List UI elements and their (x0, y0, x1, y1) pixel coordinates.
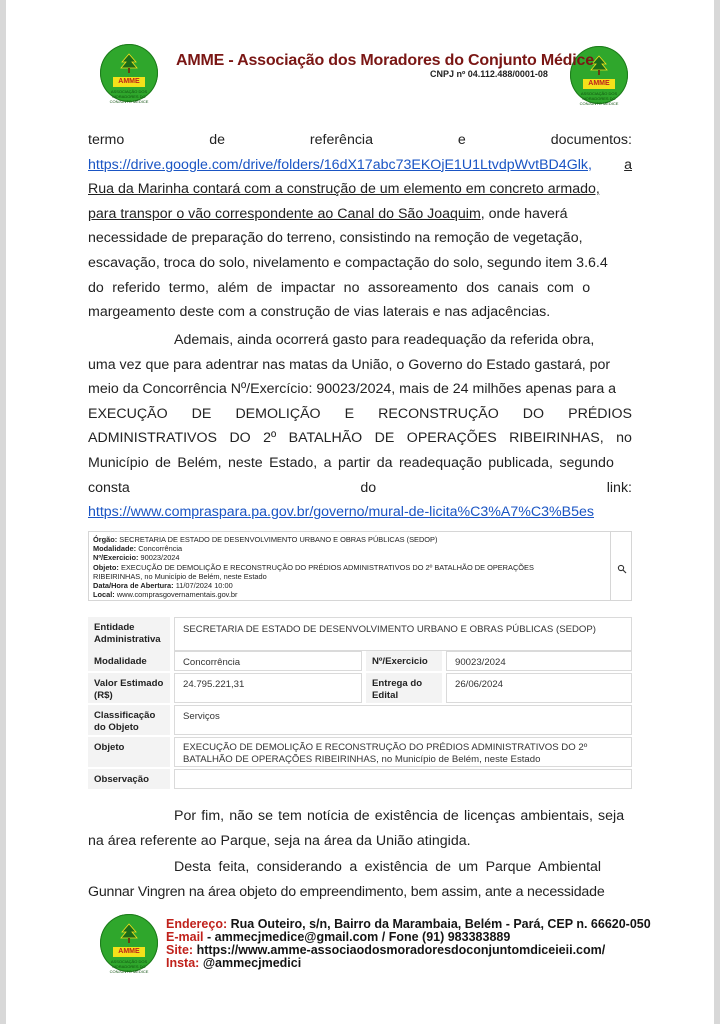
card-divider (610, 532, 611, 600)
paragraph-line: na área referente ao Parque, seja na área da União atingida. (88, 832, 471, 849)
card-value: 11/07/2024 10:00 (175, 581, 233, 591)
card-label: Objeto: (93, 562, 119, 572)
footer-value[interactable]: https://www.amme-associaodosmoradoresdoconjuntomdiceieii.com/ (196, 943, 606, 957)
paragraph-line: Desta feita, considerando a existência de um Parque Ambiental (174, 859, 602, 875)
word: DO (229, 430, 251, 447)
footer-label: Endereço: (166, 917, 228, 931)
classificacao-label: Classificação do Objeto (88, 705, 170, 735)
observacao-label: Observação (88, 769, 170, 789)
paragraph-line: necessidade de preparação do terreno, consistindo na remoção de vegetação, (88, 230, 583, 247)
card-row (93, 563, 627, 572)
underlined-text: para transpor o vão correspondente ao Canal do São Joaquim (88, 205, 481, 222)
amme-logo-footer (100, 914, 158, 972)
paragraph-line (88, 426, 632, 451)
paragraph-line: Ademais, ainda ocorrerá gasto para readequação da referida obra, (174, 332, 595, 348)
card-row: RIBEIRINHAS, no Município de Belém, neste Estado (93, 571, 267, 581)
paragraph-line: escavação, troca do solo, nivelamento e compactação do solo, segundo item 3.6.4 (88, 254, 608, 271)
paragraph-3 (88, 804, 632, 853)
word: do (360, 479, 377, 496)
paragraph-line: Por fim, não se tem notícia de existência de licenças ambientais, seja (174, 808, 625, 824)
word: link: (606, 479, 632, 496)
word: referência (309, 132, 373, 148)
card-row (93, 590, 627, 599)
exercicio-value: 90023/2024 (446, 651, 632, 671)
word: 2º (263, 430, 277, 447)
objeto-value: EXECUÇÃO DE DEMOLIÇÃO E RECONSTRUÇÃO DO PRÉDIOS ADMINISTRATIVOS DO 2º BATALHÃO DE OPERAÇÕES RIBEIRINHAS, no Município de Belém, neste Estado (174, 737, 632, 767)
compraspara-link[interactable]: https://www.compraspara.pa.gov.br/governo/mural-de-licita%C3%A7%C3%B5es (88, 504, 594, 521)
exercicio-label: Nº/Exercicio (366, 651, 442, 671)
word: a (624, 156, 632, 173)
logo-label: AMME (113, 77, 145, 87)
word: EXECUÇÃO (88, 405, 168, 422)
word: OPERAÇÕES (406, 430, 497, 447)
card-value: 90023/2024 (140, 553, 180, 563)
card-label: Nº/Exercicio: (93, 553, 139, 563)
valor-value: 24.795.221,31 (174, 673, 362, 703)
card-row (93, 553, 627, 562)
paragraph-line (88, 402, 632, 427)
paragraph-4 (88, 855, 632, 904)
paragraph-line: Rua da Marinha contará com a construção de um elemento em concreto armado, (88, 181, 600, 198)
card-value: www.comprasgovernamentais.gov.br (116, 590, 238, 600)
paragraph-line: meio da Concorrência Nº/Exercício: 90023/2024, mais de 24 milhões apenas para a (88, 381, 617, 398)
word: DEMOLIÇÃO (235, 405, 321, 422)
card-row (93, 544, 627, 553)
card-row (93, 535, 627, 544)
word: consta (88, 479, 130, 496)
header-title: AMME - Associação dos Moradores do Conjunto Médice (176, 52, 594, 69)
word: de (209, 132, 225, 148)
page-edge-left (0, 0, 6, 1024)
entrega-label: Entrega do Edital (366, 673, 442, 703)
card-value: Concorrência (138, 544, 183, 554)
card-value: EXECUÇÃO DE DEMOLIÇÃO E RECONSTRUÇÃO DO PRÉDIOS ADMINISTRATIVOS DO 2º BATALHÃO DE OPERAÇÕES (120, 562, 534, 572)
card-row (93, 581, 627, 590)
valor-label: Valor Estimado (R$) (88, 673, 170, 703)
paragraph-line: uma vez que para adentrar nas matas da União, o Governo do Estado gastará, por (88, 356, 611, 373)
tree-icon (117, 922, 141, 944)
footer-value: Rua Outeiro, s/n, Bairro da Marambaia, Belém - Pará, CEP n. 66620-050 (230, 917, 651, 931)
paragraph-line (88, 476, 632, 501)
card-label: Data/Hora de Abertura: (93, 581, 174, 591)
footer-insta (166, 956, 301, 971)
footer-value: - ammecjmedice@gmail.com / Fone (91) 983383889 (207, 930, 511, 944)
drive-link[interactable]: https://drive.google.com/drive/folders/16dX17abc73EKOjE1U1LtvdpWvtBD4Glk, (88, 156, 592, 173)
entidade-value: SECRETARIA DE ESTADO DE DESENVOLVIMENTO URBANO E OBRAS PÚBLICAS (SEDOP) (174, 617, 632, 651)
word: DE (191, 405, 212, 422)
paragraph-line (88, 500, 632, 525)
footer-label: Insta: (166, 956, 200, 970)
search-icon[interactable] (617, 564, 627, 574)
word: ADMINISTRATIVOS (88, 430, 218, 447)
word: E (344, 405, 355, 422)
logo-ring-text: ASSOCIAÇÃO DOS MORADORES DO CONJUNTO MÉDICE (109, 89, 149, 104)
word: RECONSTRUÇÃO (378, 405, 499, 422)
page-edge-right (714, 0, 720, 1024)
entidade-label: Entidade Administrativa (88, 617, 170, 651)
paragraph-2 (88, 328, 632, 525)
word: BATALHÃO (288, 430, 363, 447)
classificacao-value: Serviços (174, 705, 632, 735)
modalidade-label: Modalidade (88, 651, 170, 671)
modalidade-value: Concorrência (174, 651, 362, 671)
word: DE (374, 430, 395, 447)
logo-label: AMME (583, 79, 615, 89)
licitacao-card[interactable] (88, 531, 632, 601)
paragraph-line (88, 153, 632, 178)
amme-logo-left (100, 44, 158, 102)
objeto-label: Objeto (88, 737, 170, 767)
word: e (457, 132, 466, 148)
paragraph-line: margeamento deste com a construção de vias laterais e nas adjacências. (88, 304, 551, 321)
header-cnpj: CNPJ nº 04.112.488/0001-08 (430, 69, 548, 79)
card-label: Órgão: (93, 535, 118, 544)
word: RIBEIRINHAS, (509, 430, 604, 447)
word: termo (88, 132, 125, 148)
word: no (616, 430, 632, 447)
paragraph-line (88, 128, 632, 153)
logo-ring-text: ASSOCIAÇÃO DOS MORADORES DO CONJUNTO MÉDICE (109, 959, 149, 974)
footer-label: E-mail (166, 930, 204, 944)
paragraph-line (88, 202, 632, 227)
paragraph-line: Município de Belém, neste Estado, a partir da readequação publicada, segundo (88, 454, 614, 471)
paragraph-line: Gunnar Vingren na área objeto do empreendimento, bem assim, ante a necessidade (88, 883, 605, 900)
word: PRÉDIOS (568, 405, 632, 422)
observacao-value (174, 769, 632, 789)
card-value: SECRETARIA DE ESTADO DE DESENVOLVIMENTO URBANO E OBRAS PÚBLICAS (SEDOP) (119, 535, 438, 544)
word: DO (522, 405, 545, 422)
paragraph-line: do referido termo, além de impactar no assoreamento dos canais com o (88, 279, 591, 296)
tree-icon (117, 52, 141, 74)
logo-label: AMME (113, 947, 145, 957)
footer-value[interactable]: @ammecjmedici (202, 956, 302, 970)
card-label: Local: (93, 590, 115, 600)
text: , onde haverá (480, 205, 568, 222)
word: documentos: (550, 132, 632, 148)
card-label: Modalidade: (93, 544, 137, 554)
footer-label: Site: (166, 943, 194, 957)
paragraph-1 (88, 128, 632, 325)
entrega-value: 26/06/2024 (446, 673, 632, 703)
logo-ring-text: ASSOCIAÇÃO DOS MORADORES DO CONJUNTO MÉDICE (579, 91, 619, 106)
